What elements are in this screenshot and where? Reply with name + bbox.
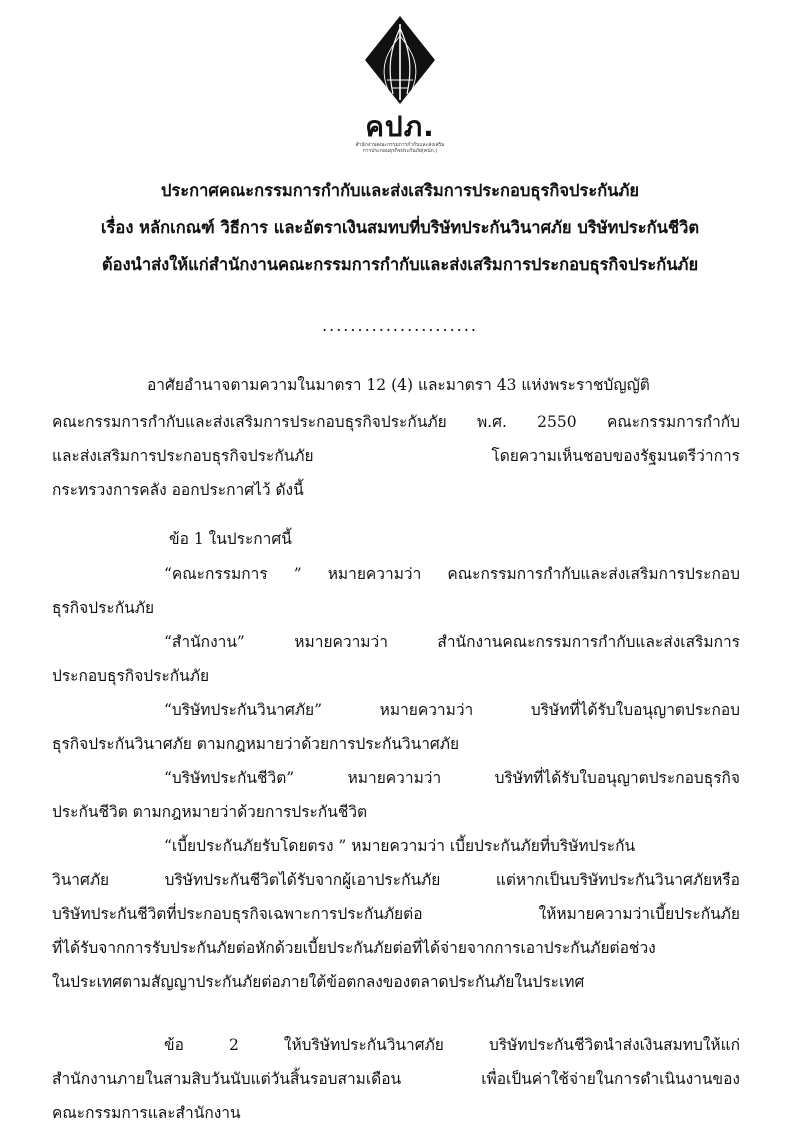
logo-subtitle-1: สำนักงานคณะกรรมการกำกับและส่งเสริม (355, 142, 445, 148)
clause-1-line-1: “คณะกรรมการ ” หมายความว่า คณะกรรมการกำกับและส่งเสริมการประกอบ (164, 565, 740, 583)
preamble-line-4: กระทรวงการคลัง ออกประกาศไว้ ดังนี้ (52, 481, 304, 499)
clause-1-line-2: ธุรกิจประกันภัย (52, 599, 155, 617)
preamble-line-2: คณะกรรมการกำกับและส่งเสริมการประกอบธุรกิจประกันภัย พ.ศ. 2550 คณะกรรมการกำกับ (52, 413, 740, 431)
clause-1-line-11: บริษัทประกันชีวิตที่ประกอบธุรกิจเฉพาะการประกันภัยต่อ ให้หมายความว่าเบี้ยประกันภัย (52, 905, 740, 923)
preamble-line-3: และส่งเสริมการประกอบธุรกิจประกันภัย โดยความเห็นชอบของรัฐมนตรีว่าการ (52, 447, 740, 465)
clause-2-line-3: คณะกรรมการและสำนักงาน (52, 1104, 241, 1122)
announcement-title: ประกาศคณะกรรมการกำกับและส่งเสริมการประกอบธุรกิจประกันภัย (160, 181, 640, 200)
clause-1-line-8: ประกันชีวิต ตามกฎหมายว่าด้วยการประกันชีวิต (52, 803, 368, 821)
preamble-line-1: อาศัยอำนาจตามความในมาตรา 12 (4) และมาตรา 43 แห่งพระราชบัญญัติ (147, 376, 650, 394)
clause-1-title: ข้อ 1 ในประกาศนี้ (169, 530, 292, 548)
logo-abbreviation: คปภ. (365, 110, 435, 143)
title-divider: ...................... (322, 316, 478, 335)
clause-1-line-10: วินาศภัย บริษัทประกันชีวิตได้รับจากผู้เอาประกันภัย แต่หากเป็นบริษัทประกันวินาศภัยหรือ (52, 871, 740, 889)
clause-1-line-3: “สำนักงาน” หมายความว่า สำนักงานคณะกรรมการกำกับและส่งเสริมการ (164, 633, 740, 651)
clause-1-line-5: “บริษัทประกันวินาศภัย” หมายความว่า บริษัทที่ได้รับใบอนุญาตประกอบ (164, 701, 740, 719)
clause-2-line-2: สำนักงานภายในสามสิบวันนับแต่วันสิ้นรอบสามเดือน เพื่อเป็นค่าใช้จ่ายในการดำเนินงานของ (52, 1070, 740, 1088)
clause-1-line-9: “เบี้ยประกันภัยรับโดยตรง ” หมายความว่า เบี้ยประกันภัยที่บริษัทประกัน (164, 837, 636, 855)
logo-subtitle-2: การประกอบธุรกิจประกันภัย(คปภ.) (362, 148, 438, 154)
oic-emblem-icon (363, 14, 437, 110)
announcement-subject: เรื่อง หลักเกณฑ์ วิธีการ และอัตราเงินสมทบที่บริษัทประกันวินาศภัย บริษัทประกันชีวิต (100, 218, 700, 237)
clause-1-line-12: ที่ได้รับจากการรับประกันภัยต่อหักด้วยเบี้ยประกันภัยต่อที่ได้จ่ายจากการเอาประกันภัยต่อช่วง (52, 939, 656, 957)
clause-1-line-6: ธุรกิจประกันวินาศภัย ตามกฎหมายว่าด้วยการประกันวินาศภัย (52, 735, 460, 753)
oic-logo (340, 14, 460, 154)
clause-1-line-4: ประกอบธุรกิจประกันภัย (52, 667, 210, 685)
clause-2-line-1: ข้อ 2 ให้บริษัทประกันวินาศภัย บริษัทประกันชีวิตนำส่งเงินสมทบให้แก่ (164, 1036, 740, 1054)
announcement-subject-cont: ต้องนำส่งให้แก่สำนักงานคณะกรรมการกำกับและส่งเสริมการประกอบธุรกิจประกันภัย (101, 255, 699, 274)
clause-1-line-7: “บริษัทประกันชีวิต” หมายความว่า บริษัทที่ได้รับใบอนุญาตประกอบธุรกิจ (164, 769, 740, 787)
clause-1-line-13: ในประเทศตามสัญญาประกันภัยต่อภายใต้ข้อตกลงของตลาดประกันภัยในประเทศ (52, 973, 585, 991)
